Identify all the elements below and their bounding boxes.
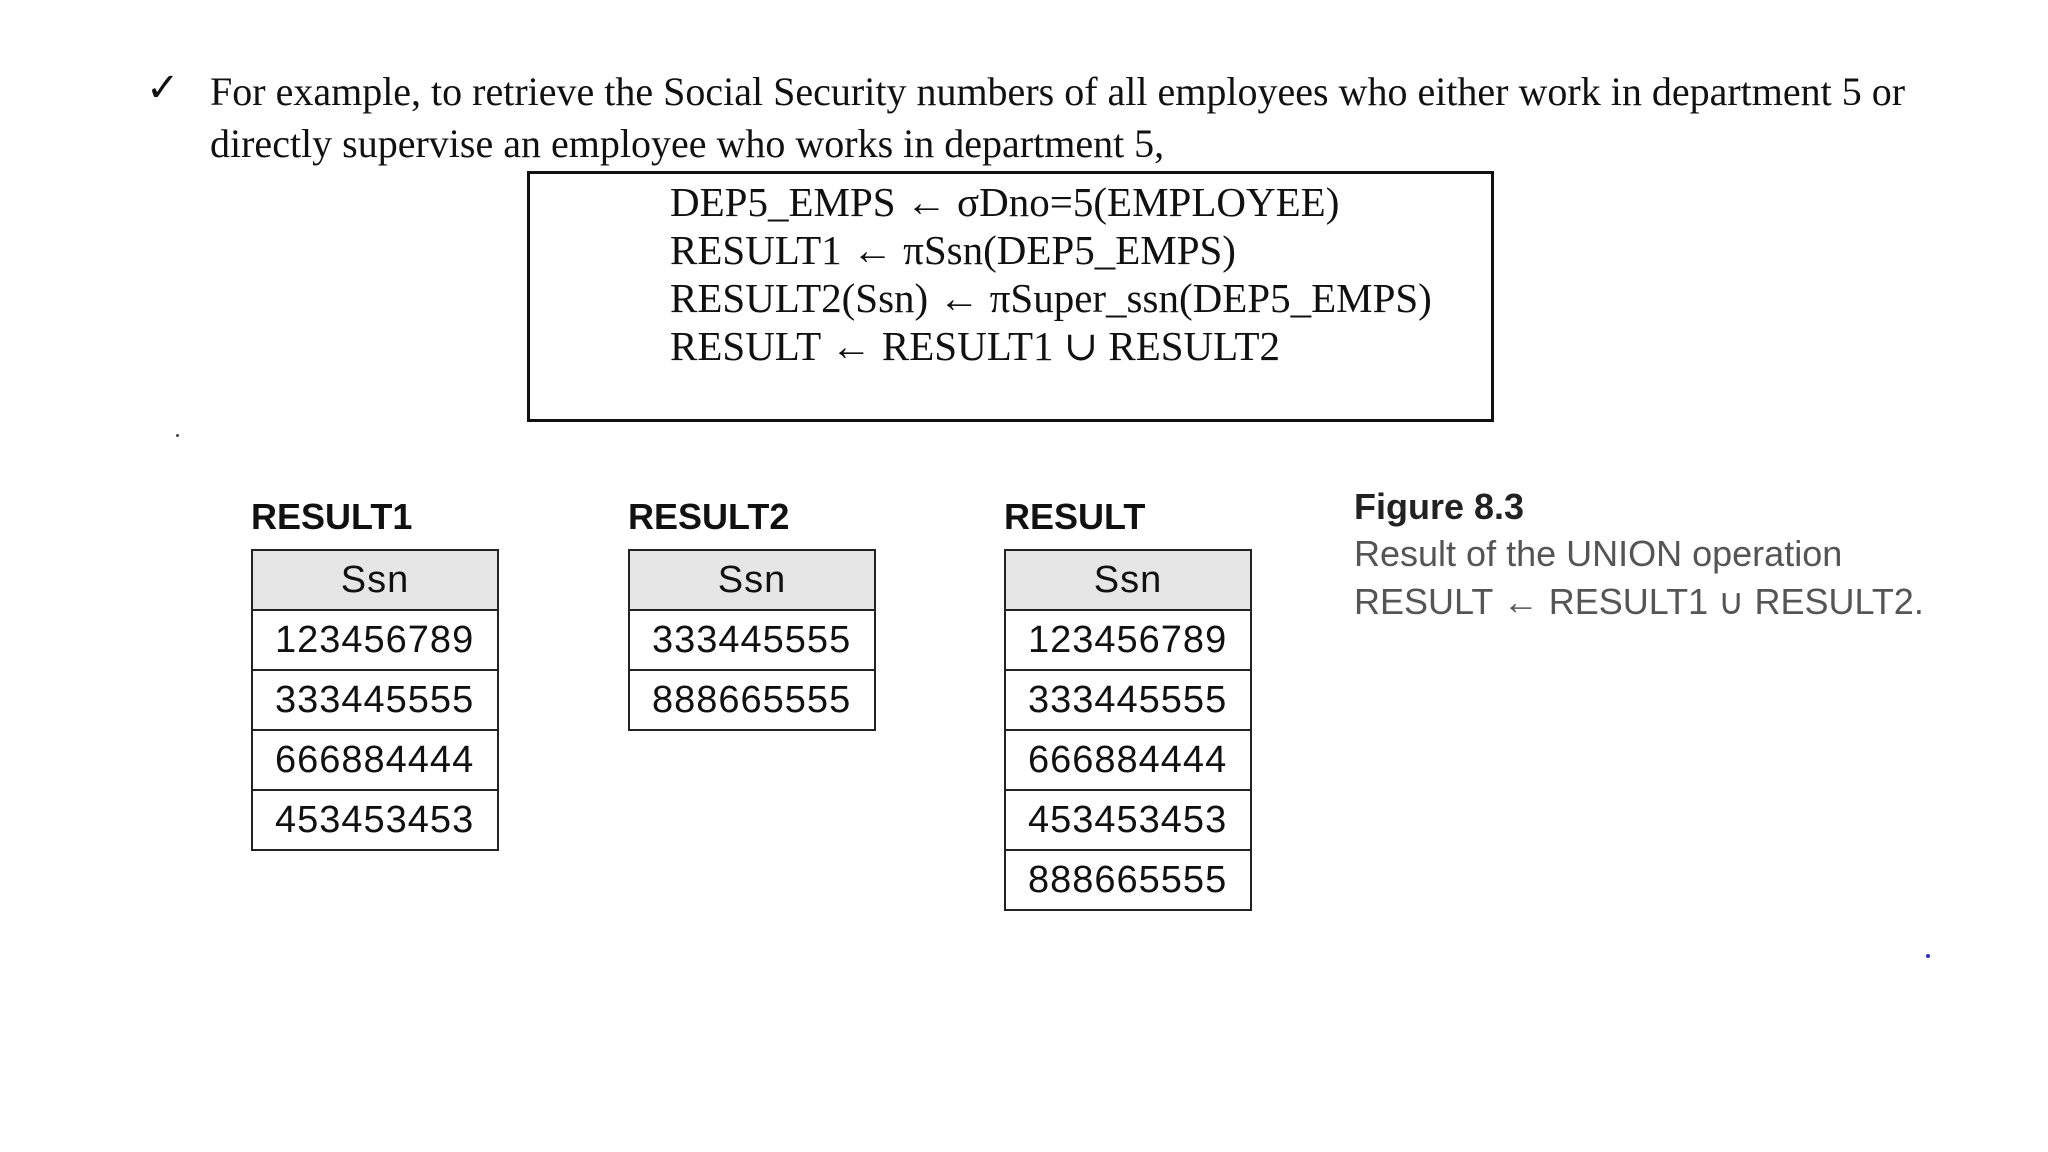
table-row bbox=[629, 610, 875, 670]
relation-table bbox=[251, 549, 499, 851]
relation-title: RESULT bbox=[1004, 496, 1146, 537]
column-header: Ssn bbox=[252, 550, 498, 610]
table-row bbox=[629, 670, 875, 730]
column-header: Ssn bbox=[1005, 550, 1251, 610]
table-cell: 888665555 bbox=[629, 670, 875, 730]
table-cell: 888665555 bbox=[1005, 850, 1251, 910]
table-row bbox=[252, 730, 498, 790]
column-header: Ssn bbox=[629, 550, 875, 610]
formula-line: DEP5_EMPS ← σDno=5(EMPLOYEE) bbox=[670, 179, 1340, 225]
table-row bbox=[1005, 670, 1251, 730]
relation-title: RESULT2 bbox=[628, 496, 790, 537]
table-cell: 333445555 bbox=[1005, 670, 1251, 730]
relation-result bbox=[1004, 495, 1252, 911]
table-row bbox=[1005, 730, 1251, 790]
table-cell: 453453453 bbox=[252, 790, 498, 850]
relation-result1 bbox=[251, 495, 499, 851]
table-row bbox=[1005, 790, 1251, 850]
table-row bbox=[252, 670, 498, 730]
formula-box bbox=[527, 171, 1494, 422]
table-row bbox=[1005, 850, 1251, 910]
table-cell: 333445555 bbox=[252, 670, 498, 730]
relation-table bbox=[628, 549, 876, 731]
relation-title: RESULT1 bbox=[251, 496, 413, 537]
figure-label: Figure 8.3 bbox=[1354, 486, 1525, 527]
figure-caption-line: RESULT ← RESULT1 ∪ RESULT2. bbox=[1354, 581, 1924, 622]
table-cell: 333445555 bbox=[629, 610, 875, 670]
formula-line: RESULT2(Ssn) ← πSuper_ssn(DEP5_EMPS) bbox=[670, 275, 1432, 321]
checkmark-icon: ✓ bbox=[146, 65, 180, 110]
table-row bbox=[252, 790, 498, 850]
table-header-row bbox=[252, 550, 498, 610]
table-header-row bbox=[1005, 550, 1251, 610]
stray-dot bbox=[1926, 954, 1930, 958]
formula-line: RESULT1 ← πSsn(DEP5_EMPS) bbox=[670, 227, 1236, 273]
table-row bbox=[1005, 610, 1251, 670]
table-row bbox=[252, 610, 498, 670]
figure-caption bbox=[1354, 484, 1994, 626]
table-cell: 453453453 bbox=[1005, 790, 1251, 850]
table-header-row bbox=[629, 550, 875, 610]
table-cell: 123456789 bbox=[1005, 610, 1251, 670]
table-cell: 666884444 bbox=[252, 730, 498, 790]
table-cell: 123456789 bbox=[252, 610, 498, 670]
table-cell: 666884444 bbox=[1005, 730, 1251, 790]
figure-caption-line: Result of the UNION operation bbox=[1354, 533, 1843, 574]
stray-dot bbox=[176, 434, 179, 437]
formula-line: RESULT ← RESULT1 ∪ RESULT2 bbox=[670, 323, 1280, 369]
relation-result2 bbox=[628, 495, 876, 731]
bullet-paragraph: For example, to retrieve the Social Security numbers of all employees who either work in department 5 or directly supervise an employee who works in department 5, bbox=[210, 69, 1906, 166]
formula-lines bbox=[670, 178, 1432, 370]
relation-table bbox=[1004, 549, 1252, 911]
